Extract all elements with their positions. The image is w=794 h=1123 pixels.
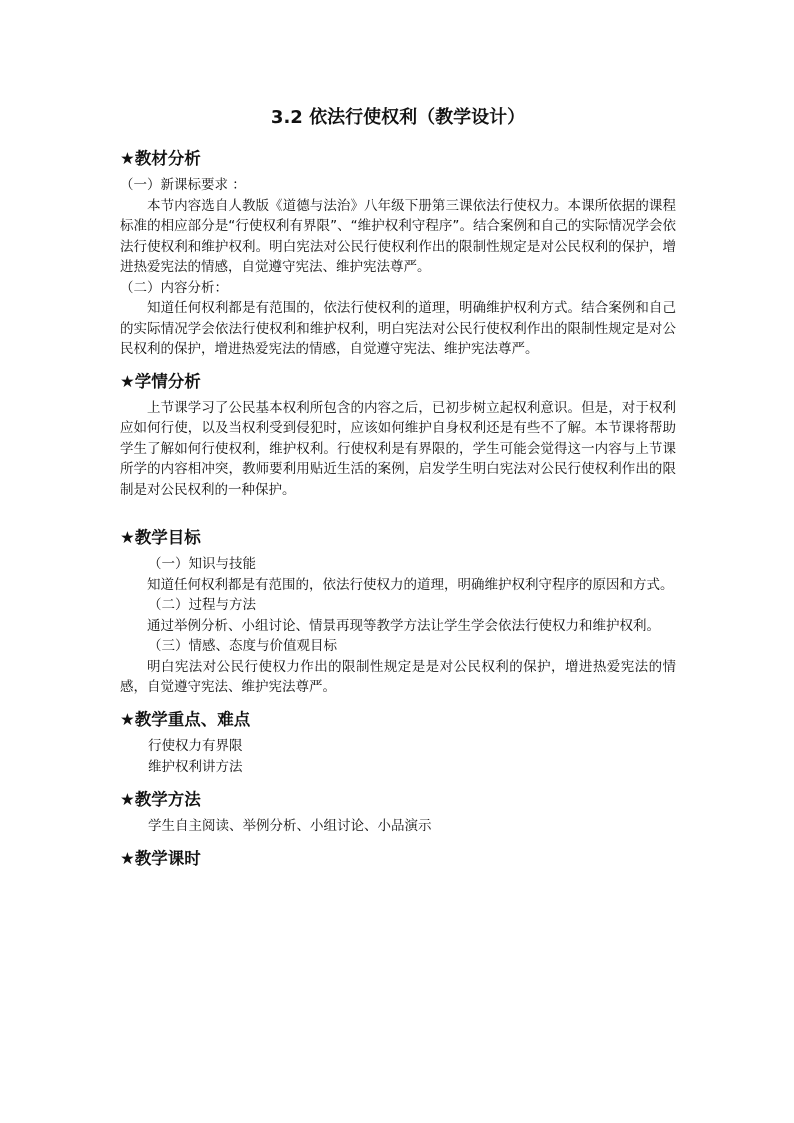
document-body	[120, 105, 676, 875]
paragraph: 本节内容选自人教版《道德与法治》八年级下册第三课依法行使权力。本课所依据的课程标准的相应部分是“行使权利有界限”、“维护权利守程序”。结合案例和自己的实际情况学会依法行使权利和维护权利。明白宪法对公民行使权利作出的限制性规定是对公民权利的保护，增进热爱宪法的情感，自觉遵守宪法、维护宪法尊严。	[120, 197, 676, 275]
section-teaching-goals	[120, 526, 676, 698]
section-student-analysis	[120, 370, 676, 501]
list-item: 学生自主阅读、举例分析、小组讨论、小品演示	[148, 817, 432, 834]
subheading-content-analysis: （二）内容分析：	[120, 279, 228, 296]
section-heading: ★教学重点、难点	[120, 709, 251, 729]
subheading-emotion-values: （三）情感、态度与价值观目标	[148, 638, 337, 654]
section-heading: ★学情分析	[120, 371, 201, 391]
paragraph: 上节课学习了公民基本权利所包含的内容之后，已初步树立起权利意识。但是，对于权利应如何行使，以及当权利受到侵犯时，应该如何维护自身权利还是有些不了解。本节课将帮助学生了解如何行使权利，维护权利。行使权利是有界限的，学生可能会觉得这一内容与上节课所学的内容相冲突，教师要利用贴近生活的案例，启发学生明白宪法对公民行使权利作出的限制是对公民权利的一种保护。	[120, 399, 676, 498]
section-heading: ★教学方法	[120, 789, 201, 809]
section-heading: ★教学课时	[120, 848, 201, 868]
list-item: 维护权利讲方法	[148, 758, 243, 775]
subheading-process-method: （二）过程与方法	[148, 597, 256, 613]
section-heading: ★教材分析	[120, 149, 201, 168]
subheading-knowledge-skills: （一）知识与技能	[148, 556, 256, 572]
section-textbook-analysis	[120, 147, 676, 360]
section-key-points	[120, 708, 676, 778]
section-heading: ★教学目标	[120, 528, 201, 547]
list-item: 行使权力有界限	[148, 737, 243, 754]
paragraph: 知道任何权利都是有范围的，依法行使权利的道理，明确维护权利方式。结合案例和自己的实际情况学会依法行使权利和维护权利，明白宪法对公民行使权利作出的限制性规定是对公民权利的保护，增进热爱宪法的情感，自觉遵守宪法、维护宪法尊严。	[120, 300, 676, 357]
document-title: 3.2 依法行使权利（教学设计）	[270, 107, 526, 128]
subheading-curriculum-standard: （一）新课标要求 ：	[120, 177, 246, 193]
paragraph: 明白宪法对公民行使权力作出的限制性规定是是对公民权利的保护，增进热爱宪法的情感，自觉遵守宪法、维护宪法尊严。	[120, 658, 676, 695]
section-class-hours	[120, 847, 676, 871]
paragraph: 知道任何权利都是有范围的，依法行使权力的道理，明确维护权利守程序的原因和方式。	[147, 576, 674, 593]
paragraph: 通过举例分析、小组讨论、情景再现等教学方法让学生学会依法行使权力和维护权利。	[147, 617, 660, 634]
section-teaching-methods	[120, 788, 676, 837]
